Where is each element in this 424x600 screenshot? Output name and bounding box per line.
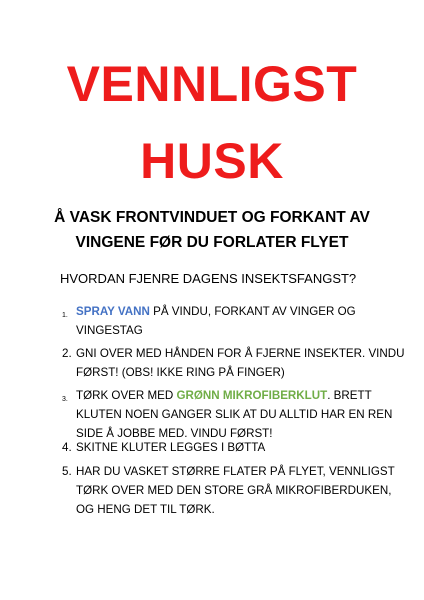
step-number: 4. (62, 441, 72, 454)
step-number: 1. (62, 312, 68, 319)
step-line-pre: TØRK OVER MED (76, 389, 177, 402)
list-item (62, 302, 382, 340)
step-line: OG HENG DET TIL TØRK. (76, 503, 215, 516)
subtitle-line-1: Å VASK FRONTVINDUET OG FORKANT AV (54, 209, 370, 226)
step-line (76, 302, 382, 321)
step-line: SIDE Å JOBBE MED. VINDU FØRST! (76, 427, 273, 440)
step-line-rest: PÅ VINDU, FORKANT AV VINGER OG (149, 305, 356, 318)
step-line: HAR DU VASKET STØRRE FLATER PÅ FLYET, VENNLIGST (76, 465, 395, 478)
step-number: 2. (62, 347, 72, 360)
step-number: 5. (62, 465, 72, 478)
step-text (76, 438, 382, 457)
step-line: TØRK OVER MED DEN STORE GRÅ MIKROFIBERDUKEN, (76, 484, 392, 497)
subtitle (0, 205, 424, 255)
step-line: VINGESTAG (76, 324, 143, 337)
step-line (76, 386, 382, 405)
step-line: SKITNE KLUTER LEGGES I BØTTA (76, 441, 266, 454)
step-line: KLUTEN NOEN GANGER SLIK AT DU ALLTID HAR EN REN (76, 408, 393, 421)
step-text (76, 386, 393, 443)
cloth-highlight: GRØNN MIKROFIBERKLUT (176, 389, 328, 402)
step-line: FØRST! (OBS! IKKE RING PÅ FINGER) (76, 366, 285, 379)
title-line-2: HUSK (140, 133, 284, 189)
title-line-1: VENNLIGST (66, 56, 358, 112)
list-item (62, 462, 395, 519)
question-heading: HVORDAN FJENRE DAGENS INSEKTSFANGST? (60, 271, 357, 286)
spray-highlight: SPRAY VANN (76, 305, 150, 318)
list-item (62, 386, 393, 443)
step-text (76, 462, 395, 519)
subtitle-line-2: VINGENE FØR DU FORLATER FLYET (75, 234, 349, 251)
list-item (62, 438, 382, 457)
step-line: GNI OVER MED HÅNDEN FOR Å FJERNE INSEKTER. VINDU (76, 347, 405, 360)
step-number: 3. (62, 396, 68, 403)
list-item (62, 344, 405, 382)
step-line-post: . BRETT (327, 389, 372, 402)
step-text (76, 344, 405, 382)
step-text (76, 302, 382, 340)
